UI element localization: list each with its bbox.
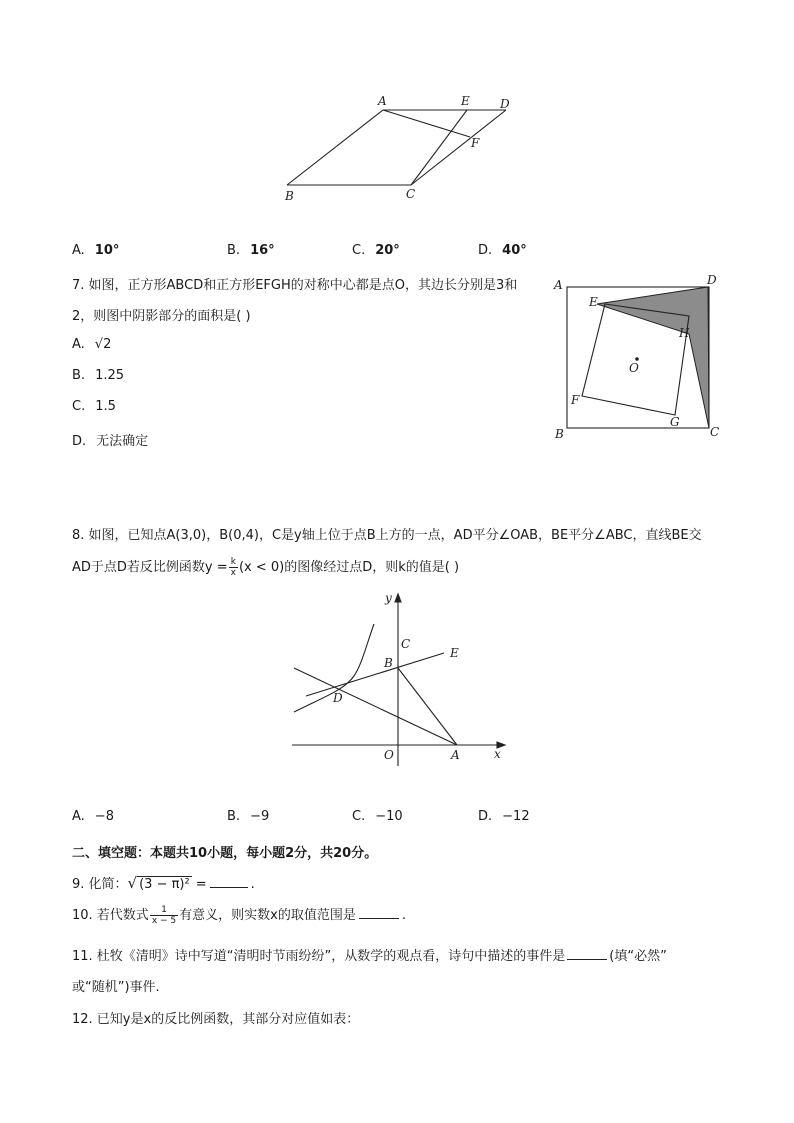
q6-option-c[interactable]: C. 20° — [352, 243, 400, 258]
q8-line-AB — [398, 668, 457, 745]
q7-figure — [548, 270, 728, 445]
q7-label-A: A — [554, 278, 563, 292]
q8-label-D: D — [333, 691, 343, 705]
q6-label-C: C — [406, 187, 416, 201]
q8-stem-line1: 8. 如图，已知点A(3,0)，B(0,4)，C是y轴上位于点B上方的一点，AD平分∠OAB，BE平分∠ABC，直线BE交 — [72, 528, 702, 543]
q10-answer-blank[interactable] — [359, 904, 399, 919]
q10: 10. 若代数式 $\frac{1}{x - 5}$ 有意义，则实数x的取值范围是 . — [72, 905, 406, 926]
q8-stem-line2: AD于点D若反比例函数y = $\frac{k}{x}$ (x < 0)的图像经过点D，则k的值是( ) — [72, 557, 460, 578]
section2-heading: 二、填空题：本题共10小题，每小题2分，共20分。 — [72, 846, 378, 861]
q9-sqrt: √ — [127, 874, 138, 892]
q8-y-arrow — [395, 594, 401, 602]
q6-label-F: F — [471, 136, 480, 150]
q8-option-d[interactable]: D. −12 — [478, 809, 530, 824]
q8-label-x: x — [494, 747, 501, 761]
q8-options — [72, 809, 552, 829]
q7-shaded-region — [597, 287, 709, 428]
q11-line1: 11. 杜牧《清明》诗中写道“清明时节雨纷纷”，从数学的观点看，诗句中描述的事件是 (填“必然” — [72, 945, 667, 964]
q8-line-BE — [306, 653, 444, 696]
q9: 9. 化简：√ (3 − π)² = . — [72, 874, 255, 892]
q12: 12. 已知y是x的反比例函数，其部分对应值如表： — [72, 1012, 360, 1027]
q6-option-d[interactable]: D. 40° — [478, 243, 527, 258]
q7-label-E: E — [589, 295, 598, 309]
q6-option-b[interactable]: B. 16° — [227, 243, 275, 258]
q7-option-b[interactable]: B. 1.25 — [72, 368, 125, 383]
q6-figure — [270, 88, 530, 208]
q7-label-B: B — [555, 427, 564, 441]
q11-answer-blank[interactable] — [567, 945, 607, 960]
q7-stem-line1: 7. 如图，正方形ABCD和正方形EFGH的对称中心都是点O，其边长分别是3和 — [72, 278, 518, 293]
q10-fraction: $\frac{1}{x - 5}$ — [151, 905, 177, 926]
q7-label-O: O — [629, 361, 639, 375]
q7-label-C: C — [710, 425, 720, 439]
q7-label-D: D — [707, 273, 717, 287]
q6-label-B: B — [285, 189, 294, 203]
q7-option-d[interactable]: D. 无法确定 — [72, 434, 149, 449]
q6-label-A: A — [378, 94, 387, 108]
q7-label-H: H — [679, 326, 690, 340]
q7-stem-line2: 2，则图中阴影部分的面积是( ) — [72, 309, 251, 324]
q7-label-G: G — [670, 415, 680, 429]
q9-answer-blank[interactable] — [210, 873, 248, 888]
q8-option-c[interactable]: C. −10 — [352, 809, 403, 824]
q7-option-c[interactable]: C. 1.5 — [72, 399, 116, 414]
q8-label-C: C — [401, 637, 411, 651]
q7-option-a[interactable]: A. √2 — [72, 337, 112, 352]
q8-option-a[interactable]: A. −8 — [72, 809, 114, 824]
q8-fraction: $\frac{k}{x}$ — [230, 557, 236, 578]
q8-label-E: E — [450, 646, 459, 660]
q8-line-AD — [294, 668, 457, 745]
q6-option-a[interactable]: A. 10° — [72, 243, 120, 258]
q8-label-B: B — [384, 656, 393, 670]
q7-label-F: F — [571, 393, 580, 407]
q6-line-AB — [287, 110, 383, 185]
q8-option-b[interactable]: B. −9 — [227, 809, 270, 824]
q6-label-D: D — [500, 97, 510, 111]
q6-options — [72, 243, 552, 263]
q8-figure — [286, 586, 516, 766]
q6-label-E: E — [461, 94, 470, 108]
q8-label-y: y — [385, 591, 392, 605]
q11-line2: 或“随机”)事件. — [72, 980, 160, 995]
q8-label-O: O — [384, 748, 394, 762]
q8-label-A: A — [451, 748, 460, 762]
